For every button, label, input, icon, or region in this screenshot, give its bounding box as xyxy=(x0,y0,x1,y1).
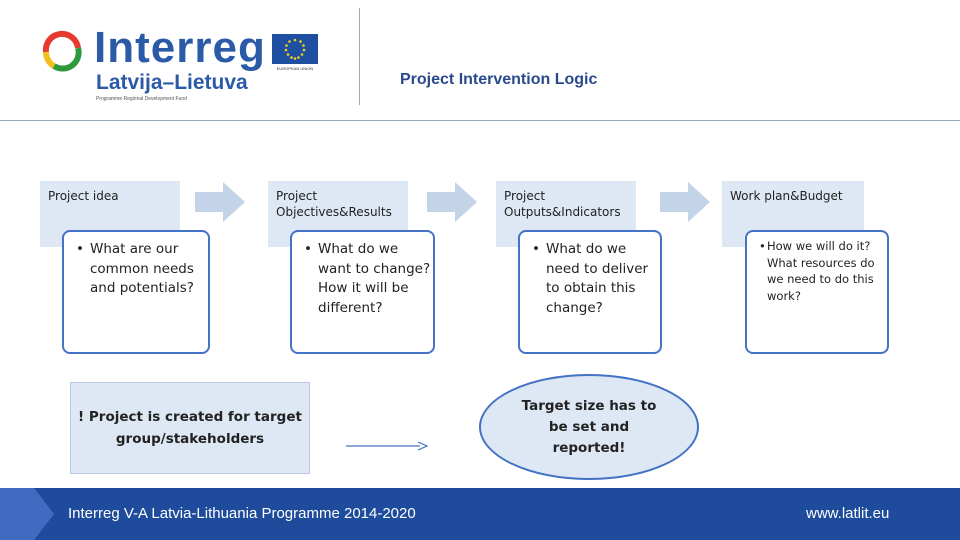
right-arrow-icon xyxy=(427,182,477,222)
step-box-workplan-budget xyxy=(745,230,889,354)
eu-flag-icon xyxy=(272,34,318,64)
page-title: Project Intervention Logic xyxy=(400,71,598,88)
step-header-workplan-budget: Work plan&Budget xyxy=(722,181,864,247)
step-header-objectives-results: Project Objectives&Results xyxy=(268,181,408,247)
step-box-objectives-results xyxy=(290,230,435,354)
right-arrow-icon xyxy=(660,182,710,222)
step-header-outputs-indicators: Project Outputs&Indicators xyxy=(496,181,636,247)
header-divider xyxy=(359,8,360,105)
right-arrow-icon xyxy=(195,182,245,222)
interreg-logo-icon xyxy=(40,30,84,74)
footer-url-link[interactable]: www.latlit.eu xyxy=(806,505,890,522)
target-size-text: Target size has to be set and reported! xyxy=(521,397,657,456)
step-box-outputs-indicators xyxy=(518,230,662,354)
step-bullet: • How we will do it? What resources do we need to do this work? xyxy=(747,238,887,304)
step-box-project-idea xyxy=(62,230,210,354)
logo-subtitle: Latvija–Lietuva xyxy=(96,71,248,94)
footer-chevron-icon xyxy=(0,488,56,540)
step-bullet: • What do we want to change? How it will be different? xyxy=(292,240,433,318)
footer-programme: Interreg V-A Latvia-Lithuania Programme 2014-2020 xyxy=(68,505,416,522)
logo-wordmark: Interreg xyxy=(94,23,266,72)
right-arrow-icon xyxy=(346,440,428,452)
step-bullet: • What are our common needs and potentials? xyxy=(64,240,208,299)
step-header-project-idea: Project idea xyxy=(40,181,180,247)
logo-tagline: Programme Regional Development Fund xyxy=(96,96,187,102)
eu-label: EUROPEAN UNION xyxy=(276,66,314,71)
target-size-callout xyxy=(479,374,699,480)
step-bullet: • What do we need to deliver to obtain this change? xyxy=(520,240,660,318)
header-rule xyxy=(0,120,960,121)
target-group-note: ! Project is created for target group/stakeholders xyxy=(70,382,310,474)
